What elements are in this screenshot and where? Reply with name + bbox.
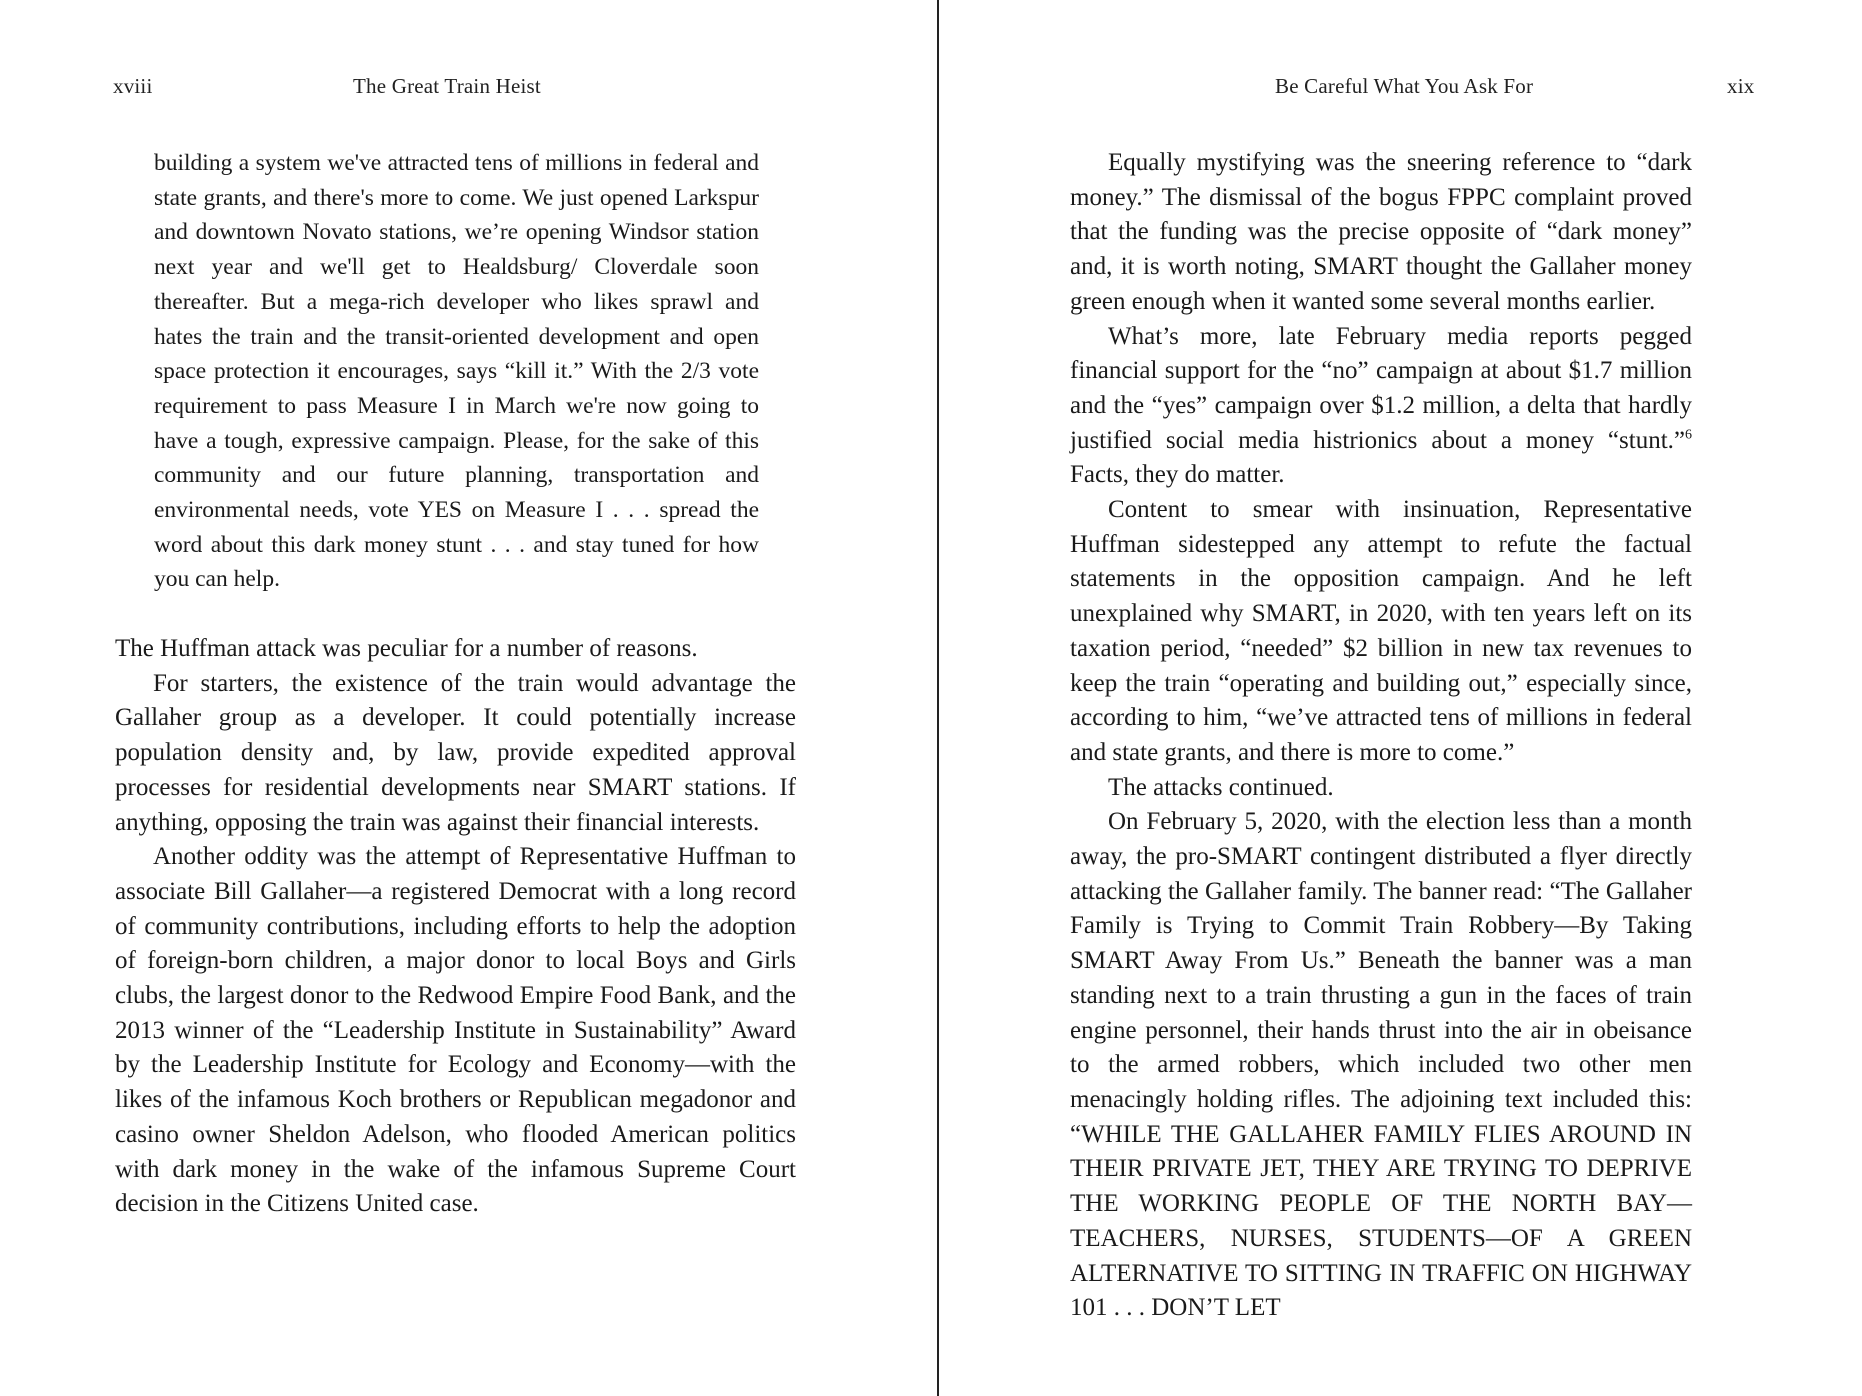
paragraph: The attacks continued. — [1108, 773, 1334, 801]
running-head-book-title: The Great Train Heist — [353, 74, 541, 98]
paragraph: Content to smear with insinuation, Representative Huffman sidestepped any attempt to refute the factual statements in the opposition campaign. And he left unexplained why SMART, in 2020, with ten years left on its taxation period, “needed” $2 billion in new tax revenues to keep the train “operating and building out,” especially since, according to him, “we’ve attracted tens of millions in federal and state grants, and there is more to come.” — [1070, 496, 1692, 766]
block-quote-text: building a system we've attracted tens of millions in federal and state grants, and there's more to come. We just opened Larkspur and downtown Novato stations, we’re opening Windsor station next year and we'll get to Healdsburg/ Cloverdale soon thereafter. But a mega-rich developer who likes sprawl and hates the train and the transit-oriented development and open space protection it encourages, says “kill it.” With the 2/3 vote requirement to pass Measure I in March we're now going to have a tough, expressive campaign. Please, for the sake of this community and our future planning, transportation and environmental needs, vote YES on Measure I . . . spread the word about this dark money stunt . . . and stay tuned for how you can help. — [154, 150, 759, 593]
page-number: xix — [1727, 74, 1755, 98]
running-head-chapter-title: Be Careful What You Ask For — [1275, 74, 1534, 98]
body-text — [1070, 146, 1692, 1326]
paragraph: Equally mystifying was the sneering reference to “dark money.” The dismissal of the bogus FPPC complaint proved that the funding was the precise opposite of “dark money” and, it is worth noting, SMART thought the Gallaher money green enough when it wanted some several months earlier. — [1070, 149, 1692, 315]
page-number: xviii — [113, 74, 153, 98]
paragraph: On February 5, 2020, with the election less than a month away, the pro-SMART contingent distributed a flyer directly attacking the Gallaher family. The banner read: “The Gallaher Family is Trying to Commit Train Robbery—By Taking SMART Away From Us.” Beneath the banner was a man standing next to a train thrusting a gun in the faces of train engine personnel, their hands thrust into the air in obeisance to the armed robbers, which included two other men menacingly holding rifles. The adjoining text included this: “WHILE THE GALLAHER FAMILY FLIES AROUND IN THEIR PRIVATE JET, THEY ARE TRYING TO DEPRIVE THE WORKING PEOPLE OF THE NORTH BAY—TEACHERS, NURSES, STUDENTS—OF A GREEN ALTERNATIVE TO SITTING IN TRAFFIC ON HIGHWAY 101 . . . DON’T LET — [1070, 808, 1692, 1322]
paragraph-text: What’s more, late February media reports pegged financial support for the “no” campaign at about $1.7 million and the “yes” campaign over $1.2 million, a delta that hardly justified social media histrionics about a money “stunt.” — [1070, 322, 1692, 454]
paragraph-with-footnote — [1070, 320, 1692, 494]
paragraph: The Huffman attack was peculiar for a number of reasons. — [115, 635, 698, 662]
footnote-reference[interactable]: 6 — [1685, 427, 1692, 443]
block-quote — [154, 146, 759, 597]
paragraph-text: Facts, they do matter. — [1070, 461, 1285, 489]
body-text — [115, 632, 796, 1222]
paragraph: Another oddity was the attempt of Representative Huffman to associate Bill Gallaher—a registered Democrat with a long record of community contributions, including efforts to help the adoption of foreign-born children, a major donor to local Boys and Girls clubs, the largest donor to the Redwood Empire Food Bank, and the 2013 winner of the “Leadership Institute in Sustainability” Award by the Leadership Institute for Ecology and Economy—with the likes of the infamous Koch brothers or Republican megadonor and casino owner Sheldon Adelson, who flooded American politics with dark money in the wake of the infamous Supreme Court decision in the Citizens United case. — [115, 843, 796, 1218]
gutter-divider — [937, 0, 939, 1396]
paragraph: For starters, the existence of the train would advantage the Gallaher group as a developer. It could potentially increase population density and, by law, provide expedited approval processes for residential developments near SMART stations. If anything, opposing the train was against their financial interests. — [115, 669, 796, 836]
right-page — [940, 0, 1862, 1396]
